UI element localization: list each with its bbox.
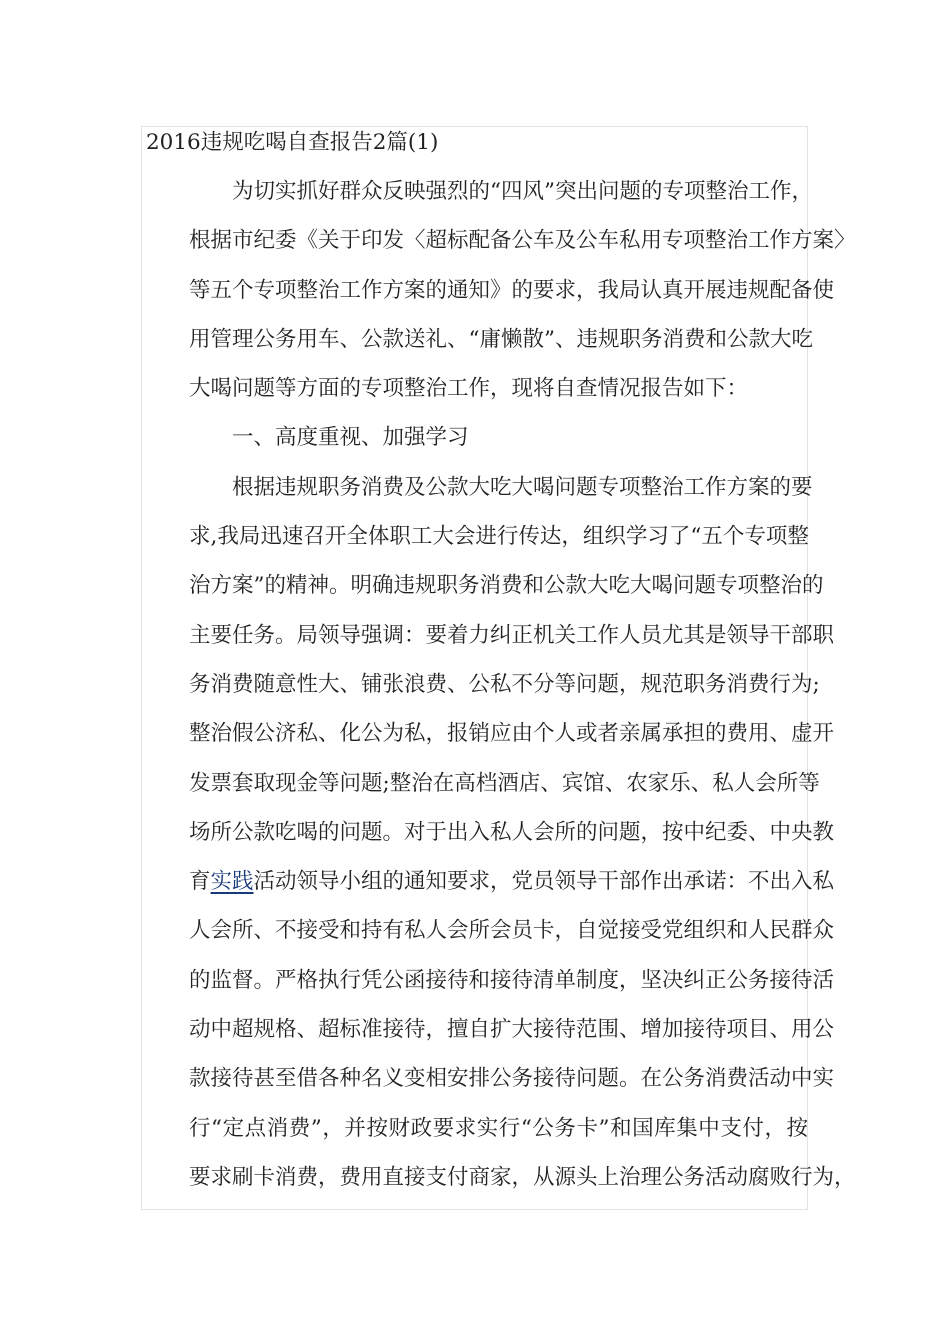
text-line: 发票套取现金等问题;整治在高档酒店、宾馆、农家乐、私人会所等: [189, 770, 820, 796]
text-line: 场所公款吃喝的问题。对于出入私人会所的问题，按中纪委、中央教: [189, 819, 835, 845]
document-title: 2016违规吃喝自查报告2篇(1): [146, 130, 439, 155]
practice-link[interactable]: 实践: [210, 869, 254, 895]
section-heading-text: 一、高度重视、加强学习: [232, 425, 469, 451]
text-line: 的监督。严格执行凭公函接待和接待清单制度，坚决纠正公务接待活: [189, 967, 835, 993]
text-line: 用管理公务用车、公款送礼、“庸懒散”、违规职务消费和公款大吃: [189, 326, 813, 352]
text-line: 款接待甚至借各种名义变相安排公务接待问题。在公务消费活动中实: [189, 1066, 835, 1092]
text-line: 要求刷卡消费，费用直接支付商家，从源头上治理公务活动腐败行为，: [189, 1164, 856, 1190]
text-line: 人会所、不接受和持有私人会所会员卡，自觉接受党组织和人民群众: [189, 918, 835, 944]
text-line: 根据违规职务消费及公款大吃大喝问题专项整治工作方案的要: [232, 474, 813, 500]
text-line: 整治假公济私、化公为私，报销应由个人或者亲属承担的费用、虚开: [189, 721, 835, 747]
text-line: 行“定点消费”，并按财政要求实行“公务卡”和国库集中支付，按: [189, 1115, 808, 1141]
text-line: 为切实抓好群众反映强烈的“四风”突出问题的专项整治工作，: [232, 179, 813, 204]
intro-paragraph: [146, 167, 856, 413]
text-line: 大喝问题等方面的专项整治工作，现将自查情况报告如下：: [189, 376, 749, 402]
text-line: 根据市纪委《关于印发〈超标配备公车及公车私用专项整治工作方案〉: [189, 228, 856, 254]
document-body: [146, 118, 856, 1202]
body-paragraph: [146, 463, 856, 1202]
text-line: 求,我局迅速召开全体职工大会进行传达，组织学习了“五个专项整: [189, 524, 809, 550]
section-heading: [146, 413, 808, 462]
text-line: 等五个专项整治工作方案的通知》的要求，我局认真开展违规配备使: [189, 277, 835, 303]
text-line: 务消费随意性大、铺张浪费、公私不分等问题，规范职务消费行为;: [189, 671, 820, 697]
link-line-prefix: 育: [189, 869, 211, 895]
text-line-with-link: [146, 857, 835, 906]
text-line: 动中超规格、超标准接待，擅自扩大接待范围、增加接待项目、用公: [189, 1017, 835, 1043]
text-line: 主要任务。局领导强调：要着力纠正机关工作人员尤其是领导干部职: [189, 622, 835, 648]
text-line: 治方案”的精神。明确违规职务消费和公款大吃大喝问题专项整治的: [189, 573, 824, 599]
link-line-suffix: 活动领导小组的通知要求，党员领导干部作出承诺：不出入私: [253, 869, 835, 895]
